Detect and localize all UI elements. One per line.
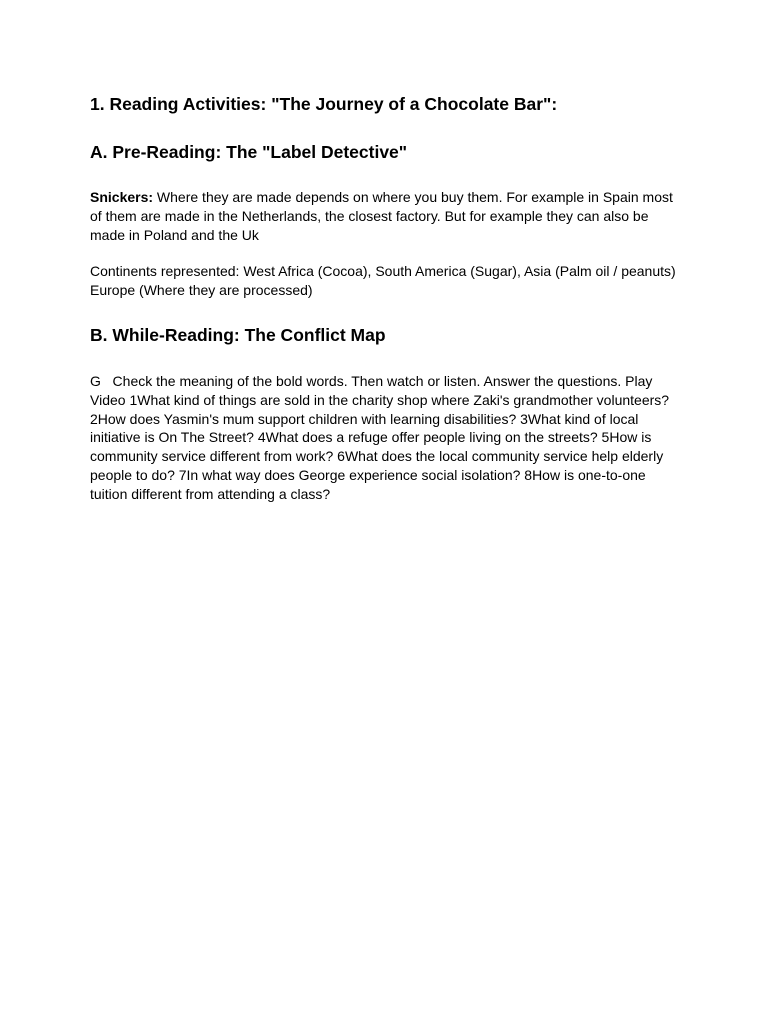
exercise-paragraph: G Check the meaning of the bold words. Then watch or listen. Answer the questions. Play Video 1What kind of things are sold in the charity shop where Zaki's grandmother volunteers? 2How does Yasmin's mum support children with learning disabilities? 3What kind of local initiative is On The Street? 4What does a refuge offer people living on the streets? 5How is community service different from work? 6What does the local community service help elderly people to do? 7In what way does George experience social isolation? 8How is one-to-one tuition different from attending a class? [90, 373, 673, 502]
continents-paragraph: Continents represented: West Africa (Cocoa), South America (Sugar), Asia (Palm oil / peanuts) Europe (Where they are processed) [90, 263, 676, 298]
snickers-text: Where they are made depends on where you buy them. For example in Spain most of them are made in the Netherlands, the closest factory. But for example they can also be made in Poland and the Uk [90, 189, 673, 243]
section-b-heading: B. While-Reading: The Conflict Map [90, 325, 386, 345]
section-a-heading: A. Pre-Reading: The "Label Detective" [90, 142, 408, 162]
snickers-paragraph [90, 188, 680, 244]
main-heading: 1. Reading Activities: "The Journey of a Chocolate Bar": [90, 94, 558, 114]
snickers-label: Snickers: [90, 189, 154, 205]
